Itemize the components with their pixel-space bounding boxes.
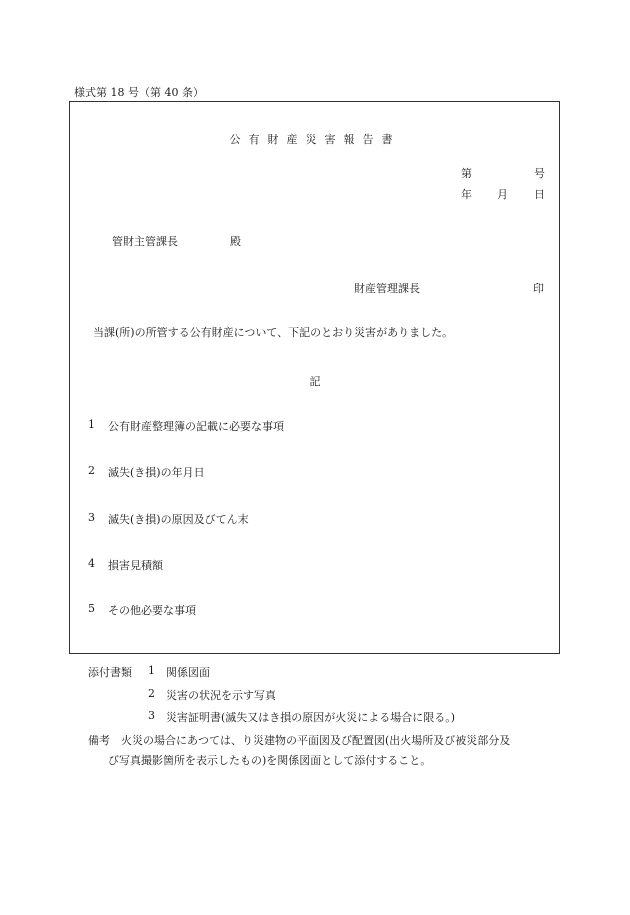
addressee-honorific: 殿: [230, 235, 241, 248]
date-year: 年: [461, 188, 472, 201]
seal-mark: 印: [533, 282, 544, 295]
item-text: 滅失(き損)の年月日: [108, 466, 205, 479]
item-text: 損害見積額: [108, 559, 163, 572]
item-number: 5: [88, 602, 95, 615]
date-day: 日: [534, 188, 545, 201]
attachment-text: 関係図面: [166, 666, 210, 679]
item-text: その他必要な事項: [108, 604, 196, 617]
item-text: 滅失(き損)の原因及びてん末: [108, 513, 249, 526]
attachment-text: 災害証明書(滅失又はき損の原因が火災による場合に限る。): [166, 711, 456, 724]
addressee-name: 管財主管課長: [112, 235, 178, 248]
date-month: 月: [497, 188, 508, 201]
remarks-line-1: 備考 火災の場合にあつては、り災建物の平面図及び配置図(出火場所及び被災部分及: [88, 734, 511, 747]
item-number: 1: [88, 418, 95, 431]
form-number: 様式第 18 号（第 40 条）: [74, 86, 204, 99]
sender-name: 財産管理課長: [354, 282, 420, 295]
document-title: 公有財産災害報告書: [229, 133, 401, 146]
attachment-number: 2: [148, 687, 155, 700]
doc-number-prefix: 第: [461, 167, 472, 180]
doc-number-suffix: 号: [534, 167, 545, 180]
intro-text: 当課(所)の所管する公有財産について、下記のとおり災害がありました。: [93, 326, 454, 339]
attachment-number: 1: [148, 664, 155, 677]
item-text: 公有財産整理簿の記載に必要な事項: [108, 420, 284, 433]
attachment-text: 災害の状況を示す写真: [166, 689, 276, 702]
attachments-label: 添付書類: [88, 666, 132, 679]
item-number: 3: [88, 511, 95, 524]
item-number: 2: [88, 464, 95, 477]
ki-heading: 記: [309, 375, 321, 388]
item-number: 4: [88, 557, 95, 570]
remarks-line-2: び写真撮影箇所を表示したもの)を関係図面として添付すること。: [108, 754, 432, 767]
attachment-number: 3: [148, 709, 155, 722]
